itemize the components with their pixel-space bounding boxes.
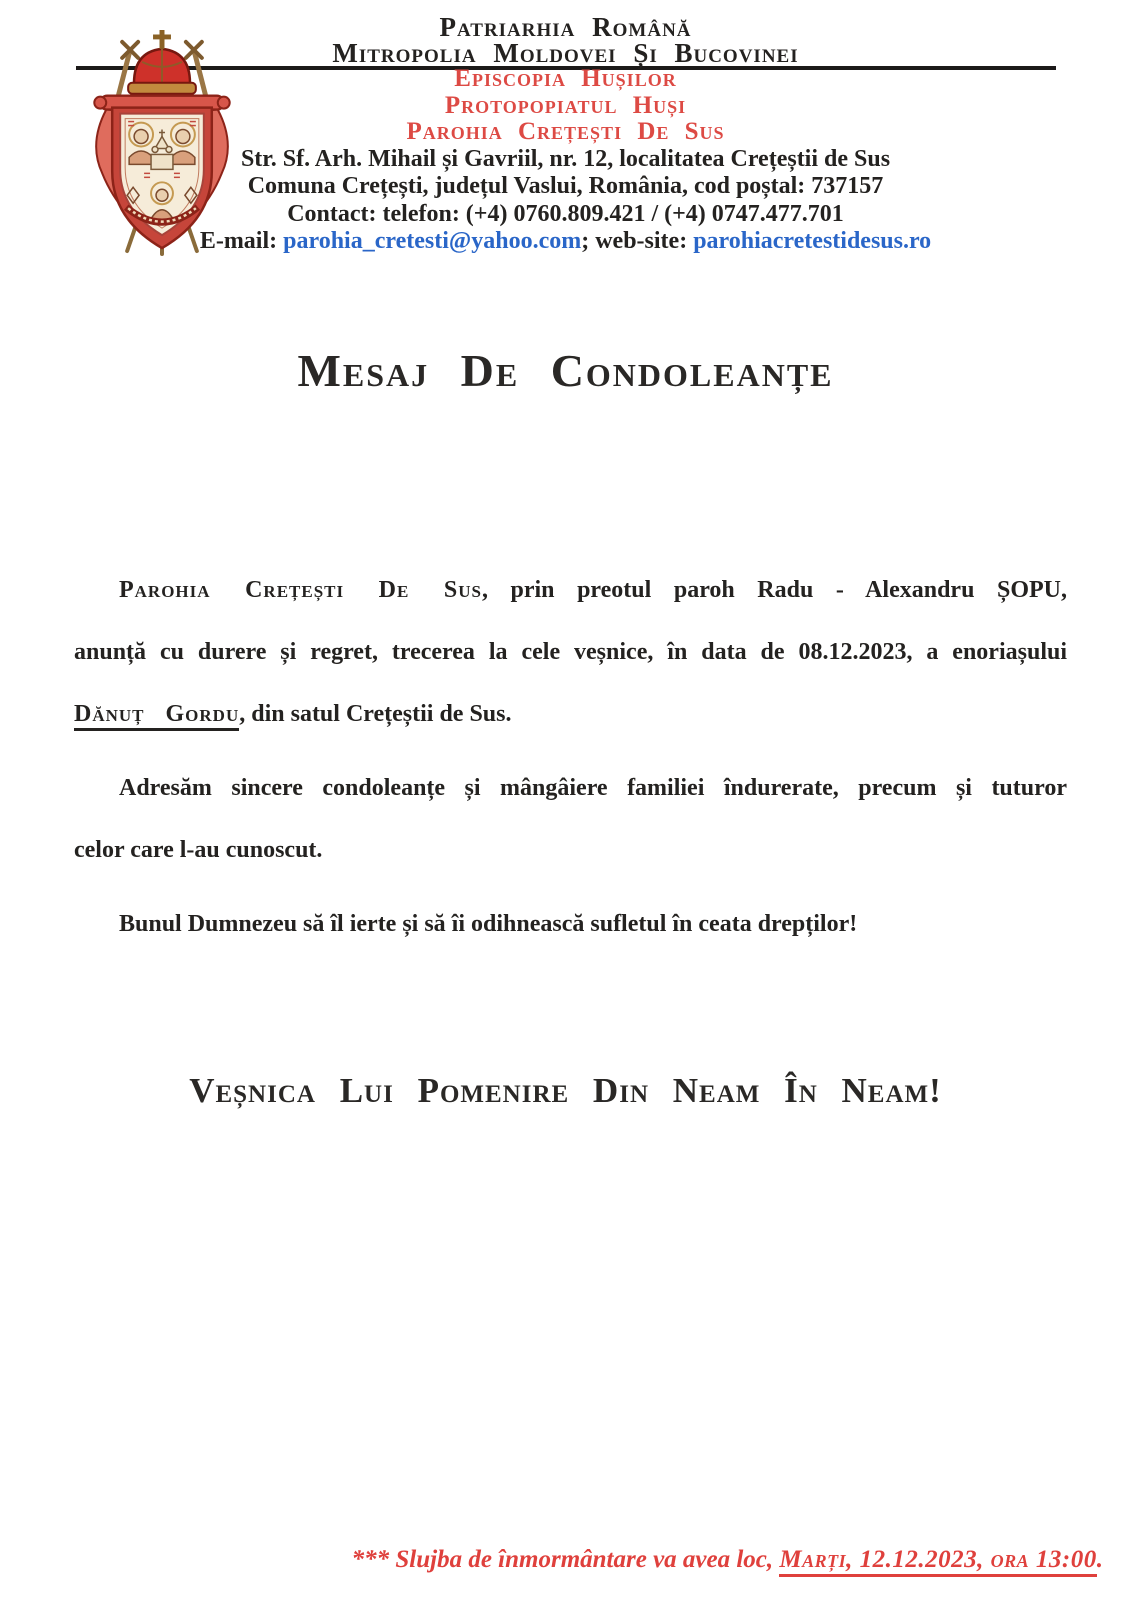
paragraph-2-line-2: celor care l-au cunoscut. <box>74 836 323 863</box>
parish-name-lead: Parohia Crețești De Sus <box>119 576 482 603</box>
funeral-service-note <box>352 1546 1103 1574</box>
footer-date-underlined <box>779 1546 1096 1577</box>
patriarchy-line: Patriarhia Română <box>439 12 692 42</box>
paragraph-1-line-3-rest: , din satul Crețeștii de Sus. <box>239 700 512 727</box>
document-title: Mesaj De Condoleanțe <box>297 344 834 396</box>
address-line-2: Comuna Crețești, județul Vaslui, România, cod poștal: 737157 <box>247 173 884 199</box>
letter-body <box>74 559 1067 955</box>
website-label: web-site: <box>595 228 694 254</box>
paragraph-1-line-3 <box>74 683 1067 745</box>
paragraph-1-line-2: anunță cu durere și regret, trecerea la cele veșnice, în data de 08.12.2023, a enoriașului <box>74 638 1067 665</box>
website-address: parohiacretestidesus.ro <box>693 228 932 254</box>
parish-coat-of-arms-icon <box>72 22 252 256</box>
paragraph-3: Bunul Dumnezeu să îl ierte și să îi odihnească sufletul în ceata drepților! <box>119 910 858 937</box>
contact-line: Contact: telefon: (+4) 0760.809.421 / (+4) 0747.477.701 <box>287 200 844 227</box>
email-address: parohia_cretesti@yahoo.com <box>283 228 582 254</box>
email-separator: ; <box>581 228 596 254</box>
paragraph-1-line-1-rest: , prin preotul paroh Radu - Alexandru ȘOPU, <box>481 576 1067 603</box>
address-line-1: Str. Sf. Arh. Mihail și Gavriil, nr. 12, localitatea Crețeștii de Sus <box>240 145 891 172</box>
footer-prefix: *** Slujba de înmormântare va avea loc, <box>351 1546 780 1573</box>
paragraph-1-line-1 <box>74 559 1067 621</box>
metropolis-line: Mitropolia Moldovei Și Bucovinei <box>332 38 799 68</box>
footer-date-rest: , 12.12.2023, ora 13:00 <box>846 1546 1097 1573</box>
paragraph-2-line-1: Adresăm sincere condoleanțe și mângâiere familiei îndurerate, precum și tuturor <box>119 774 1067 801</box>
parish-line: Parohia Crețești De Sus <box>406 118 725 145</box>
email-label: E-mail: <box>199 228 284 254</box>
diocese-line: Episcopia Hușilor <box>454 65 677 92</box>
deceased-name: Dănuț Gordu <box>74 701 239 731</box>
deanery-line: Protopopiatul Huși <box>444 91 687 119</box>
closing-line: Veșnica Lui Pomenire Din Neam În Neam! <box>189 1070 942 1110</box>
footer-day: Marți <box>779 1546 847 1573</box>
footer-suffix: . <box>1096 1546 1103 1573</box>
